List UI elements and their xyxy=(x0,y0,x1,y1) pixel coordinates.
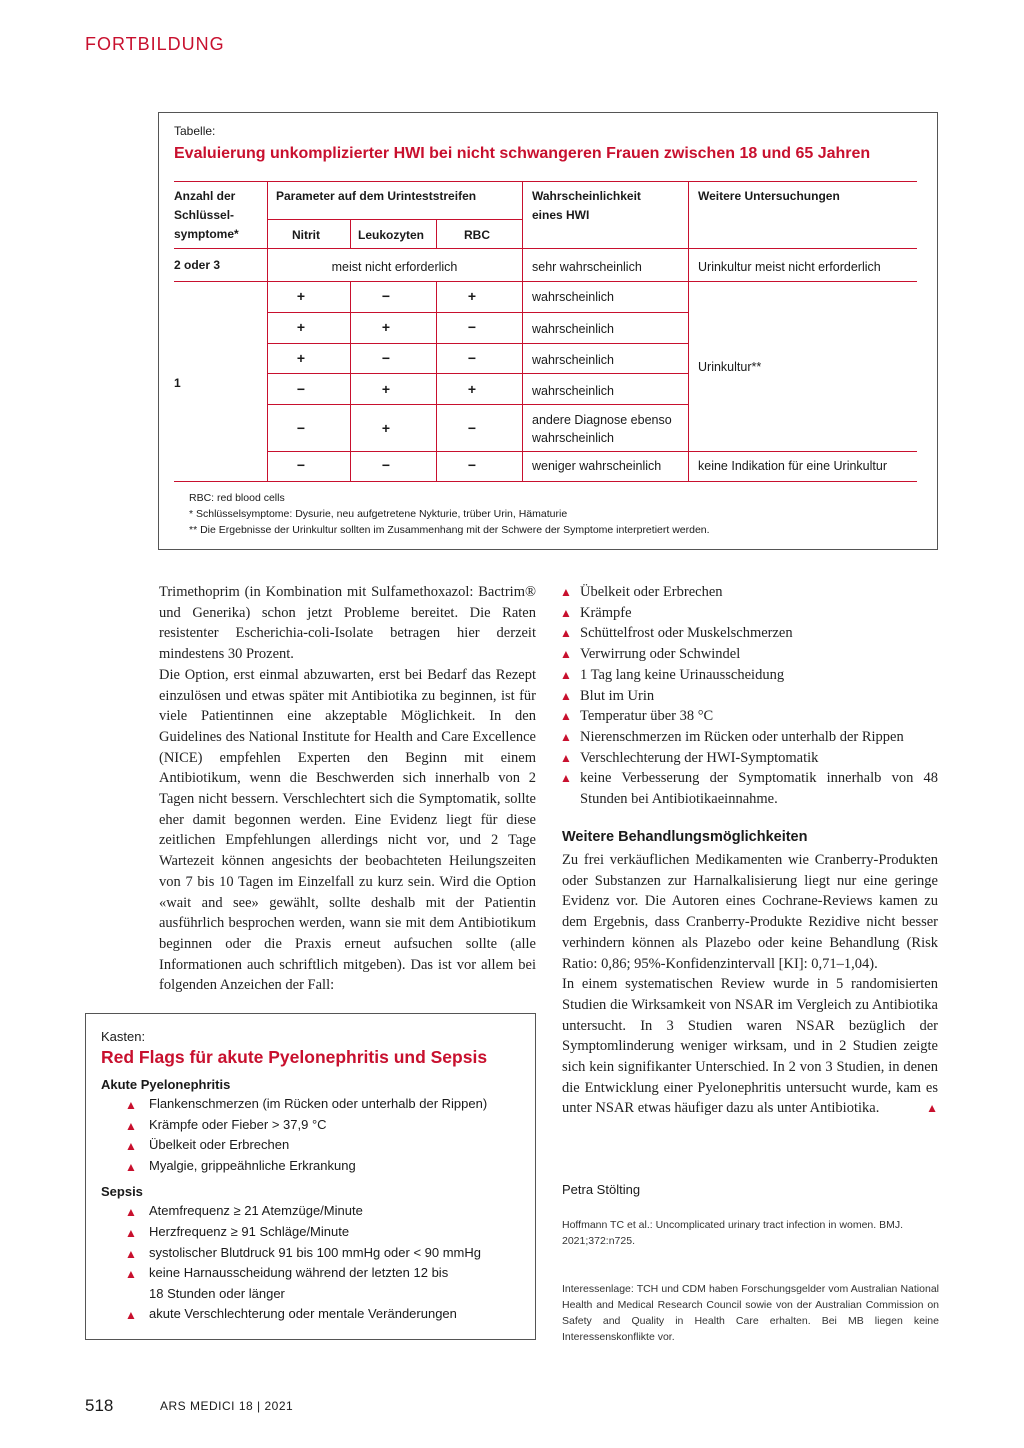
table-title: Evaluierung unkomplizierter HWI bei nicht schwangeren Frauen zwischen 18 und 65 Jahren xyxy=(174,145,871,162)
red-triangle-icon: ▲ xyxy=(560,750,572,765)
table-vline xyxy=(350,281,351,481)
table-rule xyxy=(267,312,688,313)
table-vline xyxy=(688,181,689,481)
cell-leukozyten: − xyxy=(381,457,391,473)
list-item xyxy=(125,1243,526,1264)
list-item xyxy=(560,768,938,809)
header-line: eines HWI xyxy=(532,208,590,222)
list-item xyxy=(560,686,938,707)
cell-further-group: Urinkultur** xyxy=(698,360,762,374)
table-vline xyxy=(522,181,523,481)
list-item-text: Flankenschmerzen (im Rücken oder unterhalb der Rippen) xyxy=(149,1096,488,1111)
table-footnotes xyxy=(189,490,710,538)
cell-nitrit: + xyxy=(296,288,306,304)
cell-rbc: + xyxy=(467,381,477,397)
list-item-text: akute Verschlechterung oder mentale Veränderungen xyxy=(149,1306,457,1322)
red-triangle-icon: ▲ xyxy=(560,626,572,641)
list-item-text: Übelkeit oder Erbrechen xyxy=(580,584,723,600)
header-probability xyxy=(532,187,641,225)
list-item-text: keine Verbesserung der Symptomatik innerhalb von 48 Stunden bei Antibiotikaeinnahme. xyxy=(580,770,938,808)
cell-rbc: + xyxy=(467,288,477,304)
table-rule-subheader xyxy=(267,219,522,220)
pyelonephritis-list xyxy=(125,1094,526,1176)
table-rule-top xyxy=(174,181,917,182)
list-item-text: Herzfrequenz ≥ 91 Schläge/Minute xyxy=(149,1223,350,1239)
red-triangle-icon: ▲ xyxy=(926,1101,938,1116)
list-item xyxy=(560,644,938,665)
list-item xyxy=(125,1156,526,1177)
table-vline xyxy=(267,181,268,481)
list-item xyxy=(560,665,938,686)
cell-leukozyten: + xyxy=(381,381,391,397)
list-item-text: Verwirrung oder Schwindel xyxy=(580,646,741,663)
header-line: Schlüssel- xyxy=(174,208,235,222)
list-item-text: Schüttelfrost oder Muskelschmerzen xyxy=(580,625,793,642)
list-item xyxy=(560,603,938,624)
cell-leukozyten: + xyxy=(381,319,391,335)
journal-footer: ARS MEDICI 18 | 2021 xyxy=(160,1399,294,1413)
list-item-text: Krämpfe oder Fieber > 37,9 °C xyxy=(149,1116,327,1132)
box-label: Kasten: xyxy=(101,1029,146,1044)
red-triangle-icon: ▲ xyxy=(125,1159,137,1174)
cell-probability: wahrscheinlich xyxy=(532,290,614,304)
red-triangle-icon: ▲ xyxy=(560,771,572,786)
cell-nitrit: + xyxy=(296,319,306,335)
sepsis-list xyxy=(125,1201,526,1325)
red-triangle-icon: ▲ xyxy=(560,605,572,620)
list-item xyxy=(560,623,938,644)
red-triangle-icon: ▲ xyxy=(560,729,572,744)
cell-line: wahrscheinlich xyxy=(532,431,614,445)
footnote: * Schlüsselsymptome: Dysurie, neu aufgetretene Nykturie, trüber Urin, Hämaturie xyxy=(189,508,568,520)
list-item xyxy=(125,1135,526,1156)
list-item xyxy=(125,1304,526,1325)
cell-nitrit: − xyxy=(296,457,306,473)
cell-nitrit: − xyxy=(296,381,306,397)
cell-probability: weniger wahrscheinlich xyxy=(532,459,662,473)
left-column xyxy=(159,582,536,996)
list-item-text: systolischer Blutdruck 91 bis 100 mmHg oder < 90 mmHg xyxy=(149,1244,481,1260)
list-item-text: Temperatur über 38 °C xyxy=(580,708,714,725)
header-nitrit: Nitrit xyxy=(292,228,320,242)
cell-leukozyten: − xyxy=(381,350,391,366)
cell-rbc: − xyxy=(467,457,477,473)
paragraph xyxy=(562,974,938,1119)
paragraph: Die Option, erst einmal abzuwarten, erst bei Bedarf das Rezept einzulösen und etwas später mit Antibiotika zu beginnen, ist für viele Patientinnen eine akzeptable Möglichkeit. In den Guidelines des National Institute for Health and Care Excellence (NICE) empfehlen Experten den Beginn mit einem Antibiotikum, wenn die Beschwerden sich innerhalb von 2 Tagen nicht bessern. Verschlechtert sich die Symptomatik, sollte eher damit begonnen werden. Eine Evidenz liegt für diese zeitlichen Empfehlungen allerdings nicht vor, und 2 Tage Wartezeit können angesichts der beobachteten Heilungszeiten von 7 bis 10 Tagen im Einzelfall zu kurz sein. Wird die Option «wait and see» gewählt, sollte deshalb mit der Patientin ausführlich besprochen werden, wann sie mit dem Antibiotikum beginnen oder die Praxis erneut aufsuchen sollte (alle Informationen auch schriftlich mitgeben). Das ist vor allem bei folgenden Anzeichen der Fall: xyxy=(159,666,536,994)
list-item xyxy=(125,1115,526,1136)
box-subheading: Akute Pyelonephritis xyxy=(101,1077,231,1092)
cell-rbc: − xyxy=(467,350,477,366)
cell-rbc: − xyxy=(467,420,477,436)
section-subheading: Weitere Behandlungsmöglichkeiten xyxy=(562,829,808,845)
list-item-text: Übelkeit oder Erbrechen xyxy=(149,1137,290,1153)
red-triangle-icon: ▲ xyxy=(560,585,572,599)
cell-probability: wahrscheinlich xyxy=(532,322,614,336)
list-item-text: Nierenschmerzen im Rücken oder unterhalb der Rippen xyxy=(580,728,904,745)
cell-probability: wahrscheinlich xyxy=(532,384,614,398)
list-item xyxy=(560,727,938,748)
cell-leukozyten: + xyxy=(381,420,391,436)
red-triangle-icon: ▲ xyxy=(125,1225,137,1240)
red-triangle-icon: ▲ xyxy=(125,1118,137,1133)
red-triangle-icon: ▲ xyxy=(125,1246,137,1261)
table-rule xyxy=(267,373,688,374)
cell-nitrit: − xyxy=(296,420,306,436)
list-item-text: Blut im Urin xyxy=(580,687,655,704)
list-item xyxy=(125,1201,526,1222)
author: Petra Stölting xyxy=(562,1182,641,1197)
box-title: Red Flags für akute Pyelonephritis und Sepsis xyxy=(101,1047,488,1067)
cell-rbc: − xyxy=(467,319,477,335)
table-vline xyxy=(350,219,351,249)
row-further-2or3: Urinkultur meist nicht erforderlich xyxy=(698,260,881,274)
row-count-1: 1 xyxy=(174,376,181,390)
header-line: Anzahl der xyxy=(174,189,236,203)
header-rbc: RBC xyxy=(464,228,490,242)
paragraph: Trimethoprim (in Kombination mit Sulfamethoxazol: Bactrim® und Generika) schon jetzt Probleme bereitet. Die Raten resistenter Escherichia-coli-Isolate betragen hier derzeit mindestens 30 Prozent. xyxy=(159,584,536,663)
row-params-2or3: meist nicht erforderlich xyxy=(331,260,458,274)
row-count-2or3: 2 oder 3 xyxy=(174,258,221,272)
table-rule xyxy=(267,404,688,405)
list-item xyxy=(560,582,938,603)
cell-line: andere Diagnose ebenso xyxy=(532,413,672,427)
table-vline xyxy=(436,219,437,249)
row-prob-2or3: sehr wahrscheinlich xyxy=(532,260,642,274)
cell-nitrit: + xyxy=(296,350,306,366)
table-rule xyxy=(267,451,917,452)
header-parameters: Parameter auf dem Urinteststreifen xyxy=(276,189,477,203)
list-item-text: Krämpfe xyxy=(580,604,632,621)
list-item-text: Atemfrequenz ≥ 21 Atemzüge/Minute xyxy=(149,1203,363,1219)
red-triangle-icon: ▲ xyxy=(125,1308,137,1323)
red-triangle-icon: ▲ xyxy=(125,1267,137,1282)
red-triangle-icon: ▲ xyxy=(560,688,572,703)
cell-leukozyten: − xyxy=(381,288,391,304)
table-rule-header xyxy=(174,248,917,249)
red-triangle-icon: ▲ xyxy=(125,1205,137,1220)
list-item xyxy=(560,706,938,727)
red-triangle-icon: ▲ xyxy=(560,709,572,724)
cell-probability: wahrscheinlich xyxy=(532,353,614,367)
list-item-text: keine Harnausscheidung während der letzten 12 bis 18 Stunden oder länger xyxy=(149,1265,449,1301)
header-line: symptome* xyxy=(174,227,239,241)
warning-signs-list xyxy=(560,582,938,810)
list-item xyxy=(125,1094,526,1115)
list-item-text: 1 Tag lang keine Urinausscheidung xyxy=(580,666,785,683)
cell-further-last: keine Indikation für eine Urinkultur xyxy=(698,459,887,473)
conflict-of-interest: Interessenlage: TCH und CDM haben Forschungsgelder vom Australian National Health and Medical Research Council sowie von der Australian Commission on Safety and Quality in Health Care erhalten. Bei MB liegen keine Interessenskonflikte vor. xyxy=(562,1283,939,1343)
paragraph-text: In einem systematischen Review wurde in 5 randomisierten Studien die Wirksamkeit von NSAR im Vergleich zu Antibiotika untersucht. In 3 Studien waren NSAR bezüglich der Symptomlinderung weniger wirksam, und in 2 Studien zeigte sich kein signifikanter Unterschied. In 2 von 3 Studien, in denen die Entwicklung einer Pyelonephritis untersucht wurde, kam es unter NSAR etwas häufiger dazu als unter Antibiotika. xyxy=(562,976,938,1117)
red-triangle-icon: ▲ xyxy=(125,1098,137,1112)
list-item-text: Verschlechterung der HWI-Symptomatik xyxy=(580,749,819,766)
box-content xyxy=(101,1077,526,1325)
section-heading: FORTBILDUNG xyxy=(85,34,225,54)
list-item xyxy=(125,1222,526,1243)
header-line: Wahrscheinlichkeit xyxy=(532,189,641,203)
table-rule xyxy=(267,343,688,344)
red-triangle-icon: ▲ xyxy=(560,647,572,662)
footnote: RBC: red blood cells xyxy=(189,492,285,504)
list-item xyxy=(125,1263,449,1304)
paragraph: Zu frei verkäuflichen Medikamenten wie Cranberry-Produkten oder Substanzen zur Harnalkalisierung liegt nur eine geringe Evidenz vor. Die Autoren eines Cochrane-Reviews kamen zu dem Ergebnis, dass Cranberry-Produkte Rezidive nicht besser verhindern können als Plazebo oder keine Behandlung (Risk Ratio: 0,86; 95%-Konfidenzintervall [KI]: 0,71–1,04). xyxy=(562,852,938,972)
table-label: Tabelle: xyxy=(174,124,216,138)
footnote: ** Die Ergebnisse der Urinkultur sollten im Zusammenhang mit der Schwere der Symptome interpretiert werden. xyxy=(189,524,710,536)
header-leukozyten: Leukozyten xyxy=(358,228,425,242)
red-triangle-icon: ▲ xyxy=(560,667,572,682)
page-number: 518 xyxy=(85,1396,114,1415)
cell-probability xyxy=(532,411,672,447)
table-rule-bottom xyxy=(174,481,917,482)
header-key-symptoms xyxy=(174,187,239,244)
table-vline xyxy=(436,281,437,481)
reference: Hoffmann TC et al.: Uncomplicated urinary tract infection in women. BMJ. 2021;372:n725. xyxy=(562,1219,904,1247)
box-subheading: Sepsis xyxy=(101,1184,143,1200)
table-rule xyxy=(174,281,917,282)
header-further: Weitere Untersuchungen xyxy=(698,189,840,203)
right-column xyxy=(562,850,938,1119)
list-item-text: Myalgie, grippeähnliche Erkrankung xyxy=(149,1157,356,1173)
list-item xyxy=(560,748,938,769)
red-triangle-icon: ▲ xyxy=(125,1139,137,1154)
